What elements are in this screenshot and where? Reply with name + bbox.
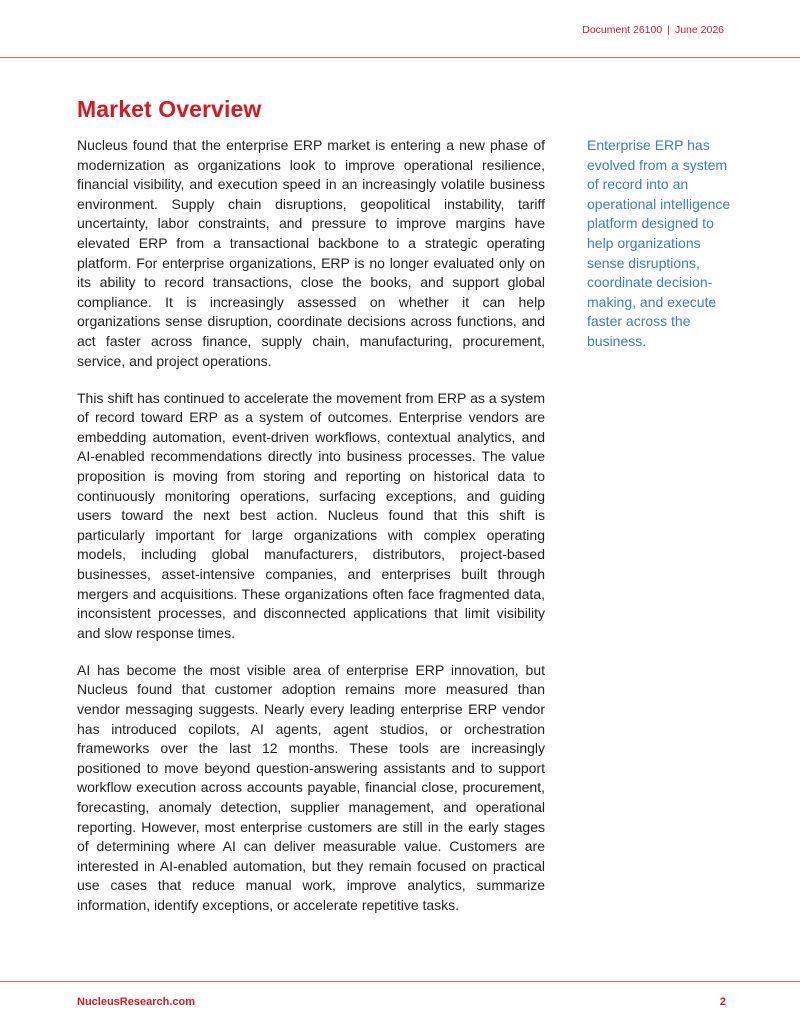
document-header <box>582 24 724 36</box>
document-label: Document 26100 <box>582 24 663 36</box>
body-paragraph-3: AI has become the most visible area of enterprise ERP innovation, but Nucleus found that customer adoption remains more measured than vendor messaging suggests. Nearly every leading enterprise ERP vendor has introduced copilots, AI agents, agent studios, or orchestration frameworks over the last 12 months. These tools are increasingly positioned to move beyond question-answering assistants and to support workflow execution across accounts payable, financial close, procurement, forecasting, anomaly detection, supplier management, and operational reporting. However, most enterprise customers are still in the early stages of determining where AI can deliver measurable value. Customers are interested in AI-enabled automation, but they remain focused on practical use cases that reduce manual work, improve analytics, summarize information, identify exceptions, or accelerate repetitive tasks. <box>77 661 545 913</box>
body-paragraph-2: This shift has continued to accelerate the movement from ERP as a system of record toward ERP as a system of outcomes. Enterprise vendors are embedding automation, event-driven workflows, contextual analytics, and AI-enabled recommendations directly into business processes. The value proposition is moving from storing and reporting on historical data to continuously monitoring operations, surfacing exceptions, and guiding users toward the next best action. Nucleus found that this shift is particularly important for large organizations with complex operating models, including global manufacturers, distributors, project-based businesses, asset-intensive companies, and enterprises built through mergers and acquisitions. These organizations often face fragmented data, inconsistent processes, and disconnected applications that limit visibility and slow response times. <box>77 389 545 641</box>
footer-website-link[interactable]: NucleusResearch.com <box>77 996 195 1008</box>
footer-divider <box>0 981 800 982</box>
header-separator: | <box>667 24 670 36</box>
page-number: 2 <box>719 996 726 1008</box>
body-paragraph-1: Nucleus found that the enterprise ERP market is entering a new phase of modernization as organizations look to improve operational resilience, financial visibility, and execution speed in an increasingly volatile business environment. Supply chain disruptions, geopolitical instability, tariff uncertainty, labor constraints, and pressure to improve margins have elevated ERP from a transactional backbone to a strategic operating platform. For enterprise organizations, ERP is no longer evaluated only on its ability to record transactions, close the books, and support global compliance. It is increasingly assessed on whether it can help organizations sense disruption, coordinate decisions across functions, and act faster across finance, supply chain, manufacturing, procurement, service, and project operations. <box>77 137 545 369</box>
body-text-column <box>77 136 545 933</box>
document-date: June 2026 <box>674 24 724 36</box>
pull-quote: Enterprise ERP has evolved from a system of record into an operational intelligence platform designed to help organizations sense disruptions, coordinate decision-making, and execute faster across the business. <box>587 137 731 349</box>
header-divider <box>0 57 800 58</box>
section-title: Market Overview <box>77 96 262 122</box>
